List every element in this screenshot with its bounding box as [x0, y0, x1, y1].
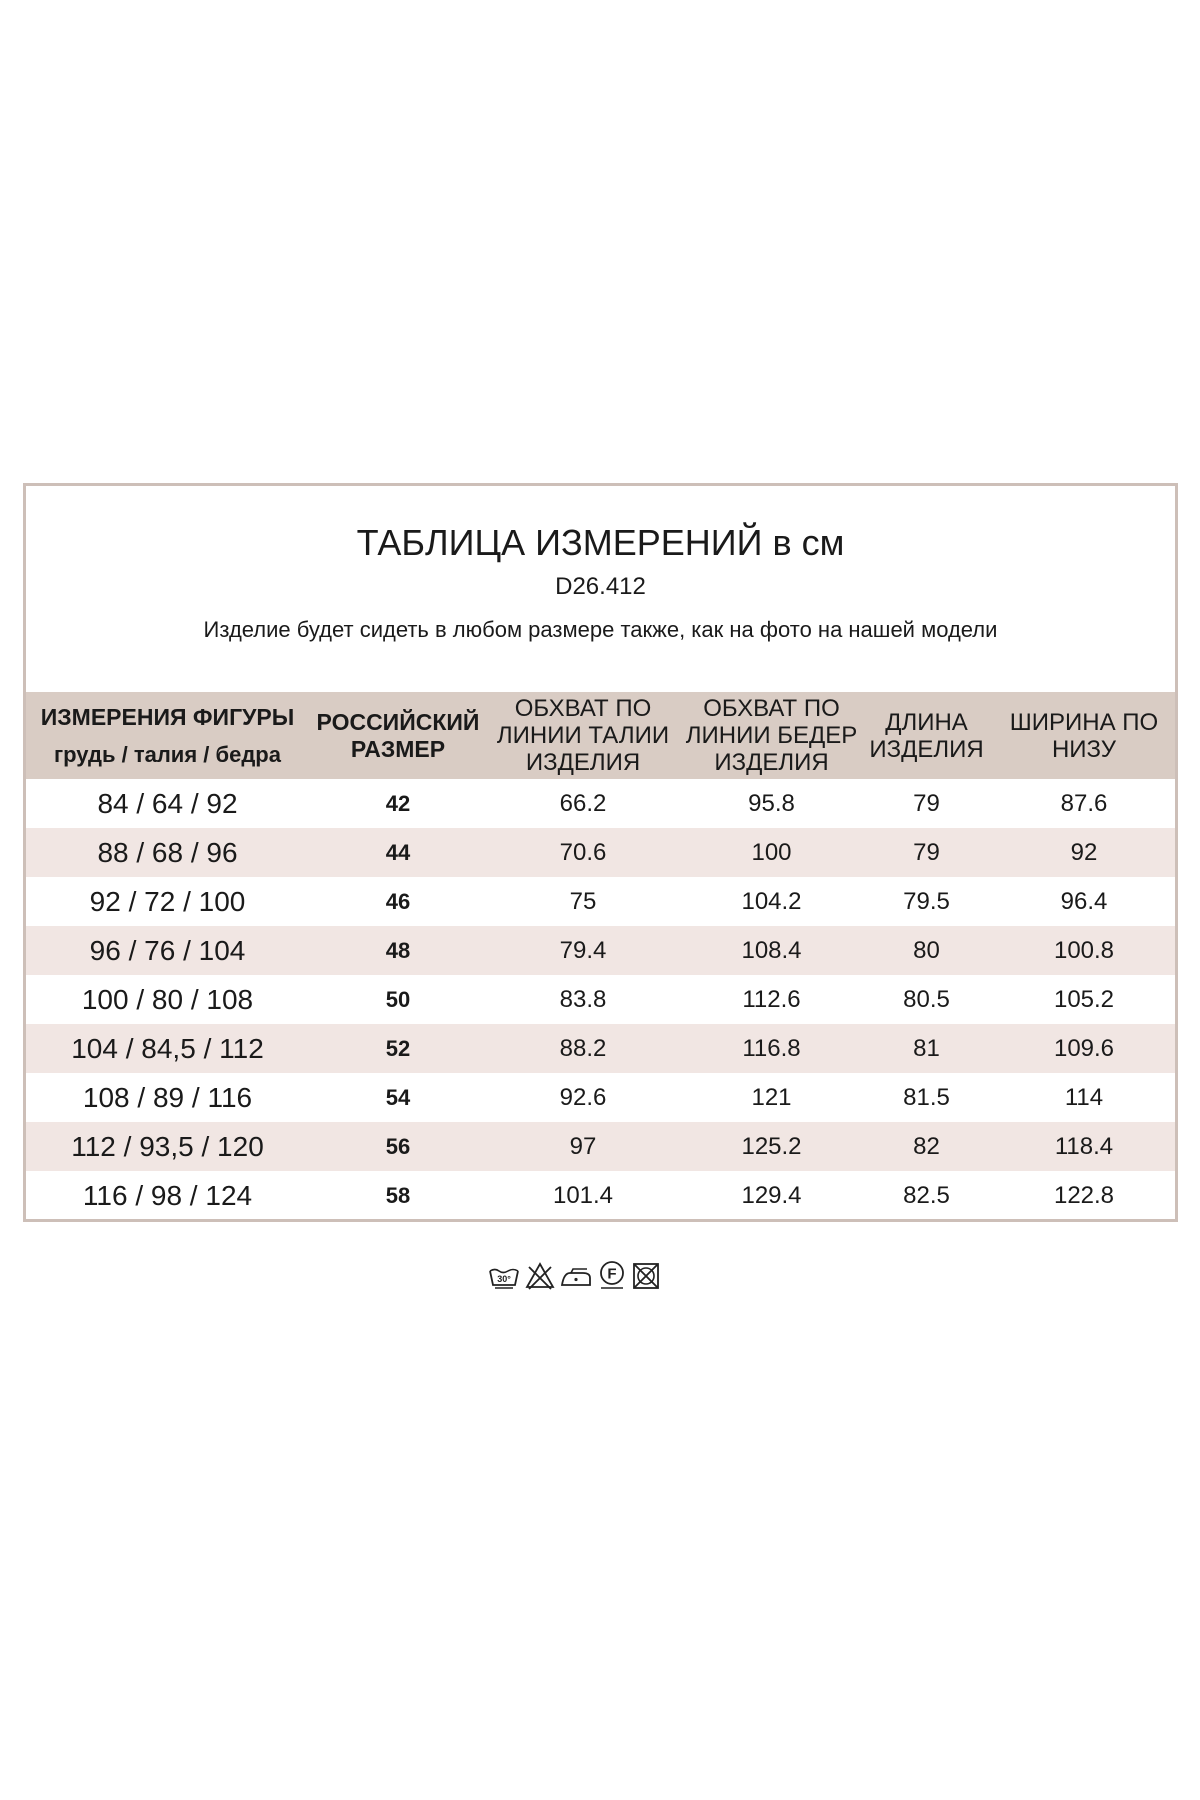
- table-row: [26, 1024, 1175, 1073]
- header-text: ОБХВАТ ПО: [514, 695, 652, 722]
- col-russian-size-cell: 54: [385, 1084, 411, 1110]
- col-bottom-width-cell: 109.6: [1053, 1034, 1115, 1062]
- table-row: [26, 975, 1175, 1024]
- col-hip-girth-cell: 108.4: [741, 936, 802, 964]
- col-russian-size-cell: 46: [385, 888, 411, 914]
- col-hip-girth-cell: 116.8: [742, 1034, 801, 1062]
- chart-title: ТАБЛИЦА ИЗМЕРЕНИЙ в см: [356, 522, 845, 563]
- col-figure-measurements-cell: 96 / 76 / 104: [89, 934, 246, 966]
- table-header: [26, 692, 1175, 779]
- col-russian-size-cell: 56: [385, 1133, 411, 1159]
- size-table: [26, 692, 1175, 1216]
- col-length-header: [864, 692, 989, 779]
- col-hip-girth-cell: 104.2: [741, 887, 802, 915]
- header-text: НИЗУ: [1051, 735, 1117, 763]
- table-row: [26, 926, 1175, 975]
- col-hip-girth-cell: 121: [751, 1083, 792, 1111]
- col-bottom-width-header: [989, 692, 1179, 779]
- col-russian-size-cell: 50: [385, 986, 411, 1012]
- table-row: [26, 828, 1175, 877]
- col-waist-girth-cell: 101.4: [552, 1181, 614, 1209]
- header-text: ДЛИНА: [885, 708, 968, 736]
- wash-30-icon: [487, 1261, 521, 1291]
- col-russian-size-cell: 52: [385, 1035, 411, 1061]
- col-figure-measurements-cell: 88 / 68 / 96: [97, 836, 238, 868]
- no-bleach-icon: [525, 1261, 555, 1291]
- col-bottom-width-cell: 96.4: [1060, 887, 1108, 915]
- col-waist-girth-header: [487, 692, 679, 779]
- col-figure-measurements-cell: 104 / 84,5 / 112: [71, 1032, 264, 1064]
- col-figure-measurements-cell: 112 / 93,5 / 120: [71, 1130, 264, 1162]
- table-row: [26, 779, 1175, 828]
- header-subtext: грудь / талия / бедра: [54, 741, 281, 767]
- header-text: ИЗДЕЛИЯ: [525, 749, 641, 776]
- header-text: ИЗМЕРЕНИЯ ФИГУРЫ: [40, 703, 295, 730]
- header-text: ШИРИНА ПО: [1009, 708, 1159, 736]
- col-length-cell: 80: [913, 936, 940, 964]
- col-length-cell: 79: [913, 838, 940, 866]
- col-length-cell: 79: [913, 789, 940, 817]
- care-symbols: [487, 1257, 663, 1291]
- product-code: D26.412: [555, 573, 646, 600]
- col-length-cell: 80.5: [903, 985, 950, 1013]
- col-figure-measurements-cell: 100 / 80 / 108: [81, 983, 254, 1015]
- col-hip-girth-cell: 95.8: [748, 789, 795, 817]
- col-bottom-width-cell: 105.2: [1053, 985, 1115, 1013]
- col-figure-measurements-cell: 84 / 64 / 92: [97, 787, 238, 819]
- col-figure-measurements-cell: 108 / 89 / 116: [82, 1081, 253, 1113]
- no-tumble-dry-icon: [631, 1261, 661, 1291]
- col-length-cell: 82.5: [903, 1181, 950, 1209]
- header-text: ЛИНИИ БЕДЕР: [685, 722, 858, 749]
- col-bottom-width-cell: 92: [1070, 838, 1098, 866]
- col-waist-girth-cell: 83.8: [559, 985, 607, 1013]
- header-text: ЛИНИИ ТАЛИИ: [496, 722, 670, 749]
- col-hip-girth-cell: 100: [751, 838, 792, 866]
- col-length-cell: 82: [913, 1132, 940, 1160]
- col-hip-girth-cell: 112.6: [742, 985, 801, 1013]
- col-length-cell: 81: [913, 1034, 940, 1062]
- col-waist-girth-cell: 66.2: [559, 789, 607, 817]
- col-bottom-width-cell: 122.8: [1053, 1181, 1115, 1209]
- dry-clean-f-icon: [597, 1259, 627, 1291]
- col-bottom-width-cell: 114: [1064, 1083, 1104, 1111]
- col-waist-girth-cell: 92.6: [559, 1083, 607, 1111]
- col-figure-measurements-cell: 92 / 72 / 100: [89, 885, 246, 917]
- col-hip-girth-header: [679, 692, 864, 779]
- table-row: [26, 877, 1175, 926]
- table-row: [26, 1073, 1175, 1122]
- header-text: РАЗМЕР: [350, 735, 446, 762]
- col-waist-girth-cell: 70.6: [559, 838, 607, 866]
- col-waist-girth-cell: 75: [569, 887, 597, 915]
- header-text: ИЗДЕЛИЯ: [869, 735, 984, 763]
- col-hip-girth-cell: 125.2: [741, 1132, 802, 1160]
- wash-temp-label: 30°: [497, 1274, 511, 1284]
- col-waist-girth-cell: 88.2: [559, 1034, 607, 1062]
- col-russian-size-cell: 42: [385, 790, 411, 816]
- col-waist-girth-cell: 79.4: [559, 936, 607, 964]
- header-text: РОССИЙСКИЙ: [316, 708, 480, 735]
- col-figure-measurements-cell: 116 / 98 / 124: [82, 1179, 253, 1211]
- col-russian-size-cell: 48: [385, 937, 411, 963]
- header-text: ОБХВАТ ПО: [703, 695, 840, 722]
- col-length-cell: 79.5: [903, 887, 950, 915]
- col-length-cell: 81.5: [903, 1083, 950, 1111]
- col-bottom-width-cell: 118.4: [1054, 1132, 1114, 1160]
- col-russian-size-cell: 44: [385, 839, 411, 865]
- col-russian-size-cell: 58: [385, 1182, 411, 1208]
- header-text: ИЗДЕЛИЯ: [714, 749, 829, 776]
- col-waist-girth-cell: 97: [569, 1132, 597, 1160]
- size-chart-card: [23, 483, 1178, 1222]
- fit-note: Изделие будет сидеть в любом размере также, как на фото на нашей модели: [203, 617, 998, 642]
- table-row: [26, 1171, 1175, 1220]
- svg-text:F: F: [607, 1265, 617, 1283]
- col-russian-size-header: [309, 692, 487, 779]
- col-hip-girth-cell: 129.4: [741, 1181, 802, 1209]
- col-bottom-width-cell: 100.8: [1053, 936, 1115, 964]
- col-figure-measurements-header: [26, 692, 309, 779]
- col-bottom-width-cell: 87.6: [1060, 789, 1108, 817]
- iron-low-icon: [559, 1261, 593, 1291]
- table-row: [26, 1122, 1175, 1171]
- chart-header: [26, 486, 1175, 691]
